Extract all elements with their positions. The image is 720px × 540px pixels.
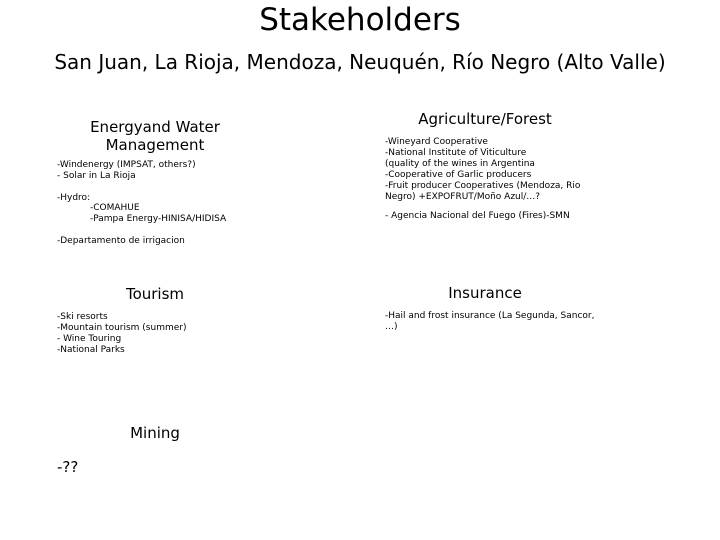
list-item: -Pampa Energy-HINISA/HIDISA: [90, 214, 227, 224]
energy-heading-line1: Energyand Water: [90, 118, 220, 136]
insurance-heading: Insurance: [448, 284, 522, 302]
list-item: Negro) +EXPOFRUT/Moño Azul/…?: [385, 192, 541, 202]
list-item: -Mountain tourism (summer): [57, 323, 187, 333]
list-item: -Ski resorts: [57, 312, 108, 322]
list-item: - Solar in La Rioja: [57, 171, 136, 181]
energy-heading-line2: Management: [105, 136, 205, 154]
energy-list: [57, 160, 196, 182]
list-item: …): [385, 322, 398, 332]
insurance-list: [385, 311, 594, 333]
tourism-heading: Tourism: [125, 285, 185, 303]
list-item: -Windenergy (IMPSAT, others?): [57, 160, 196, 170]
hydro-list: [90, 203, 226, 225]
list-item: -COMAHUE: [90, 203, 140, 213]
list-item: (quality of the wines in Argentina: [385, 159, 535, 169]
hydro-label: -Hydro:: [57, 193, 91, 203]
page-title: Stakeholders: [259, 2, 461, 38]
list-item: -Cooperative of Garlic producers: [385, 170, 532, 180]
list-item: -Wineyard Cooperative: [385, 137, 488, 147]
tourism-list: [57, 312, 186, 356]
list-item: -Hail and frost insurance (La Segunda, Sancor,: [385, 311, 595, 321]
list-item: -Fruit producer Cooperatives (Mendoza, Rio: [385, 181, 581, 191]
irrigation-item: -Departamento de irrigacion: [57, 236, 185, 246]
fire-agency-item: - Agencia Nacional del Fuego (Fires)-SMN: [385, 211, 570, 221]
agriculture-list: [385, 137, 580, 203]
list-item: -National Institute of Viticulture: [385, 148, 527, 158]
list-item: - Wine Touring: [57, 334, 122, 344]
page-subtitle: San Juan, La Rioja, Mendoza, Neuquén, Río Negro (Alto Valle): [54, 50, 666, 74]
energy-heading: [60, 118, 250, 154]
mining-heading: Mining: [130, 424, 180, 442]
agriculture-heading: Agriculture/Forest: [418, 110, 552, 128]
mining-item: -??: [57, 458, 79, 476]
list-item: -National Parks: [57, 345, 125, 355]
